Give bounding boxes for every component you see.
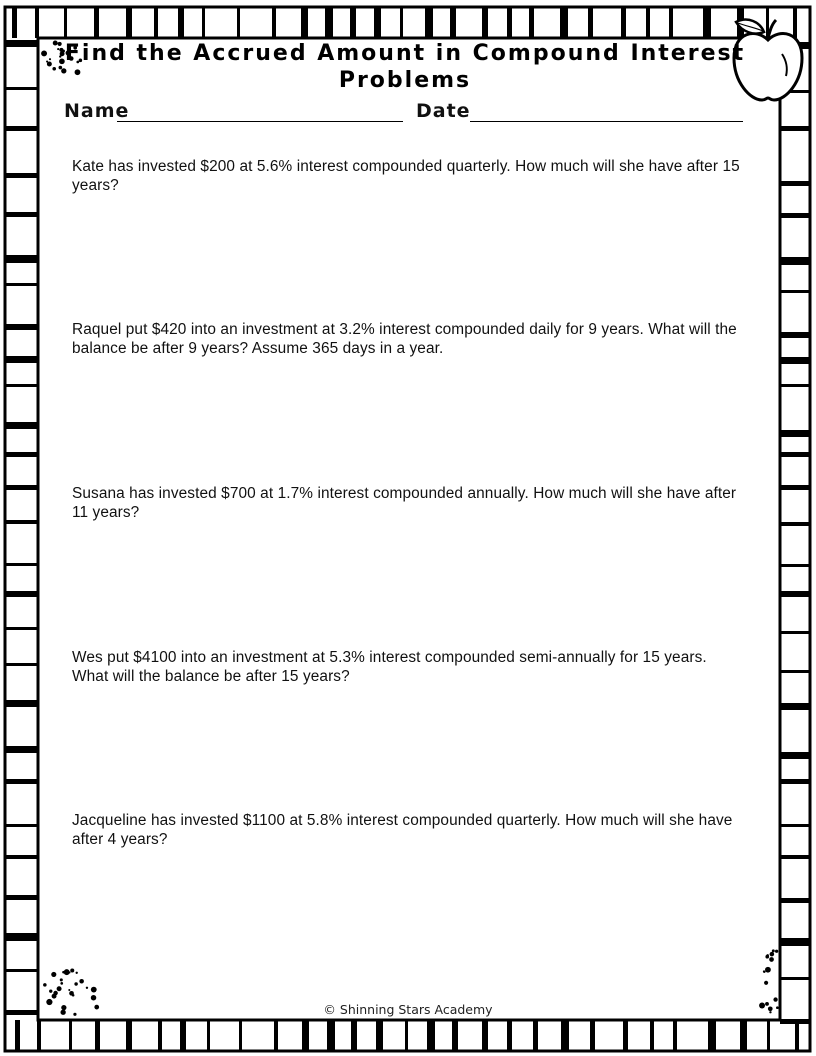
problem-1: Kate has invested $200 at 5.6% interest compounded quarterly. How much will she have after 15 years? xyxy=(72,158,740,194)
problem-4: Wes put $4100 into an investment at 5.3% interest compounded semi-annually for 15 years. What will the balance be after 15 years? xyxy=(72,649,707,685)
problem-2: Raquel put $420 into an investment at 3.2% interest compounded daily for 9 years. What will the balance be after 9 years? Assume 365 days in a year. xyxy=(72,321,737,357)
name-label: Name xyxy=(64,100,130,122)
date-label: Date xyxy=(416,100,471,122)
name-field[interactable] xyxy=(117,121,403,122)
worksheet-title: Find the Accrued Amount in Compound Interest Problems xyxy=(64,41,746,93)
copyright-footer: © Shinning Stars Academy xyxy=(323,1002,493,1017)
problem-5: Jacqueline has invested $1100 at 5.8% interest compounded quarterly. How much will she have after 4 years? xyxy=(72,812,733,848)
problem-3: Susana has invested $700 at 1.7% interest compounded annually. How much will she have after 11 years? xyxy=(72,485,737,521)
date-field[interactable] xyxy=(470,121,743,122)
